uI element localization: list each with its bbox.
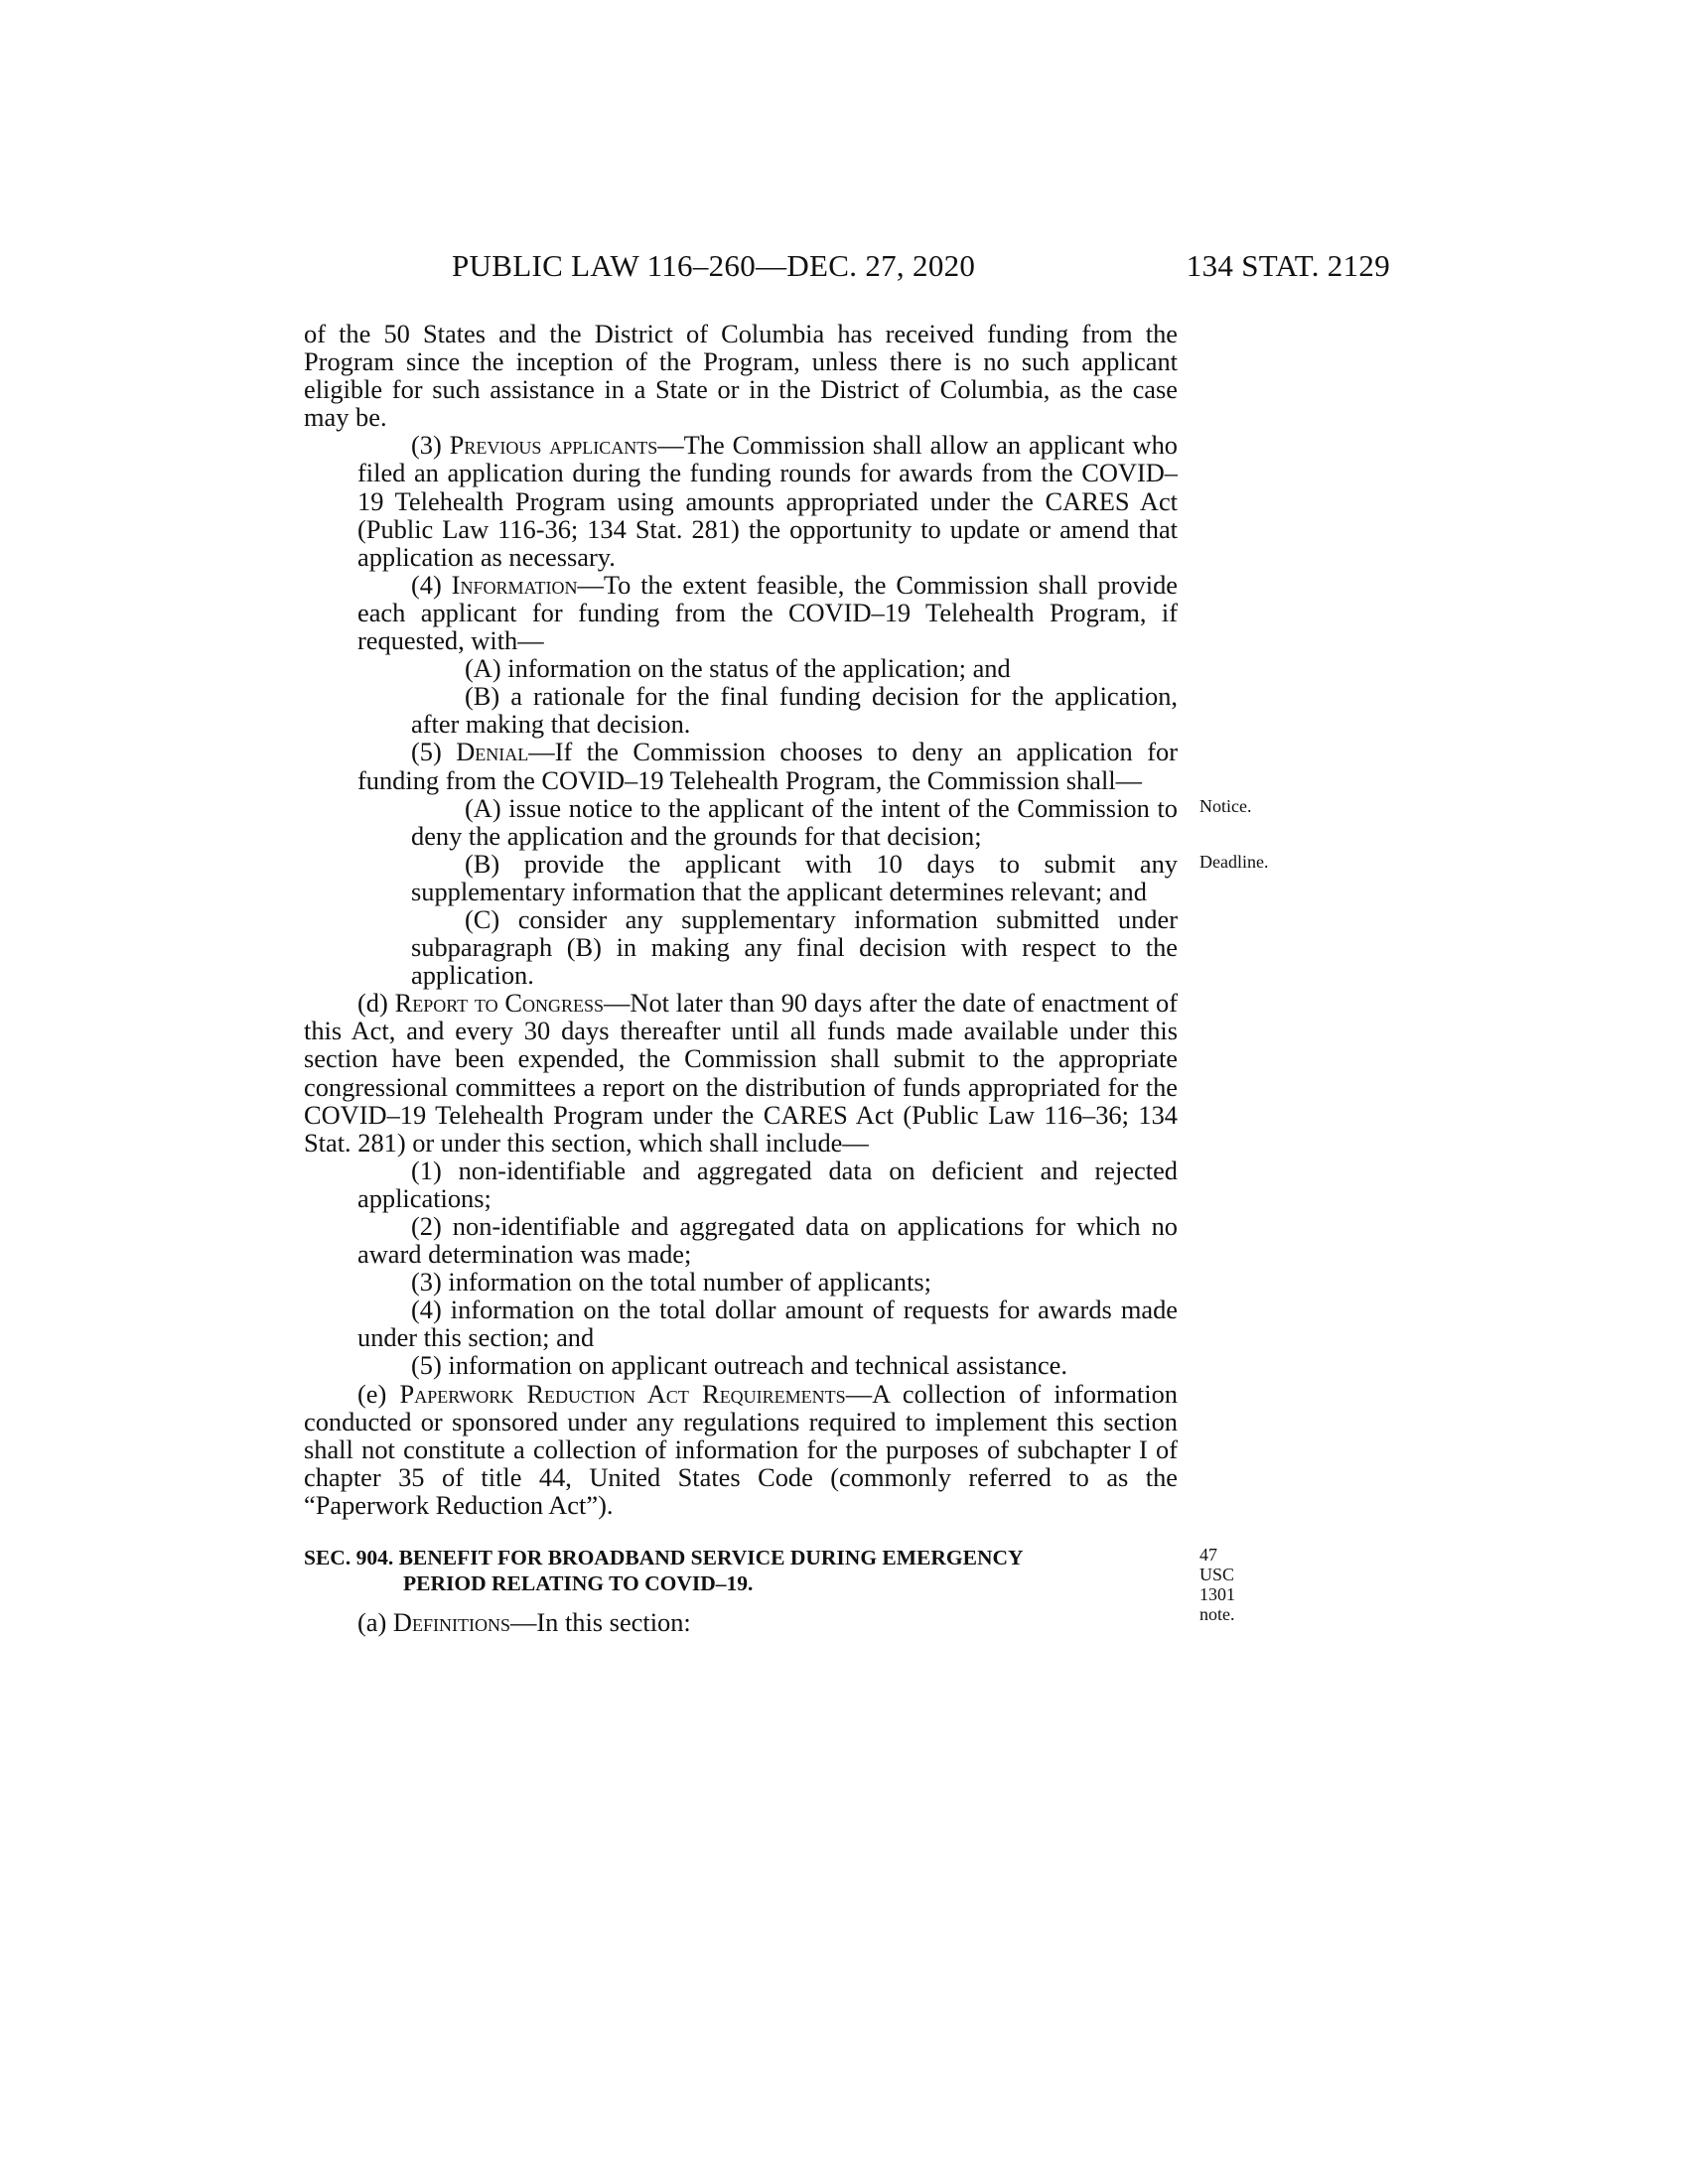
section-heading-line1: SEC. 904. BENEFIT FOR BROADBAND SERVICE DURING EMERGENCY	[304, 1546, 1024, 1570]
report-item-4: (4) information on the total dollar amount of requests for awards made under this section; and	[357, 1295, 1178, 1353]
heading-definitions: Definitions	[392, 1607, 510, 1638]
heading-paperwork-reduction: Paperwork Reduction Act Requirements	[399, 1378, 846, 1409]
header-law-date: PUBLIC LAW 116–260—DEC. 27, 2020	[452, 248, 976, 283]
subparagraph-a-status: (A) information on the status of the application; and	[465, 653, 1011, 684]
subparagraph-c-consider: (C) consider any supplementary information submitted under subparagraph (B) in making any final decision with respect to the application.	[411, 903, 1178, 991]
header-stat-page: 134 STAT. 2129	[1186, 248, 1390, 283]
paragraph-continuation: of the 50 States and the District of Columbia has received funding from the Program since the inception of the Program, unless there is no such applicant eligible for such assistance in a State or in the District of Columbia, as the case may be.	[304, 319, 1178, 433]
paragraph-information: (4) Information—To the extent feasible, the Commission shall provide each applicant for funding from the COVID–19 Telehealth Program, if requested, with—	[357, 569, 1178, 656]
margin-note-deadline: Deadline.	[1199, 851, 1269, 872]
subparagraph-a-notice: (A) issue notice to the applicant of the intent of the Commission to deny the application and the grounds for that decision; Notice.	[411, 792, 1252, 851]
subparagraph-b-deadline: (B) provide the applicant with 10 days to submit any supplementary information that the applicant determines relevant; and Deadline.	[411, 848, 1269, 906]
paragraph-denial: (5) Denial—If the Commission chooses to deny an application for funding from the COVID–19 Telehealth Program, the Commission shall—	[357, 737, 1178, 795]
paragraph-paperwork-reduction: (e) Paperwork Reduction Act Requirements—A collection of information conducted or sponsored under any regulations required to implement this section shall not constitute a collection of information for the purposes of subchapter I of chapter 35 of title 44, United States Code (commonly referred to as the “Paperwork Reduction Act”).	[304, 1378, 1178, 1520]
heading-previous-applicants: Previous applicants	[449, 430, 658, 461]
paragraph-definitions: (a) Definitions—In this section:	[357, 1607, 691, 1638]
page-body	[304, 319, 1269, 1638]
report-item-2: (2) non-identifiable and aggregated data on applications for which no award determination was made;	[357, 1211, 1178, 1270]
section-heading-line2: PERIOD RELATING TO COVID–19.	[403, 1571, 754, 1596]
subparagraph-b-rationale: (B) a rationale for the final funding decision for the application, after making that decision.	[411, 681, 1178, 740]
heading-information: Information	[451, 569, 578, 600]
heading-denial: Denial	[456, 737, 529, 767]
heading-report-to-congress: Report to Congress	[394, 988, 605, 1019]
report-item-3: (3) information on the total number of applicants;	[411, 1267, 932, 1297]
paragraph-previous-applicants: (3) Previous applicants—The Commission shall allow an applicant who filed an application during the funding rounds for awards from the COVID–19 Telehealth Program using amounts appropriated under the CARES Act (Public Law 116-36; 134 Stat. 281) the opportunity to update or amend that application as necessary.	[357, 430, 1178, 572]
report-item-1: (1) non-identifiable and aggregated data on deficient and rejected applications;	[357, 1155, 1178, 1213]
page-header	[298, 248, 1390, 288]
margin-note-notice: Notice.	[1199, 795, 1252, 816]
paragraph-report-to-congress: (d) Report to Congress—Not later than 90 days after the date of enactment of this Act, and every 30 days thereafter until all funds made available under this section have been expended, the Commission shall submit to the appropriate congressional committees a report on the distribution of funds appropriated for the COVID–19 Telehealth Program under the CARES Act (Public Law 116–36; 134 Stat. 281) or under this section, which shall include—	[304, 988, 1179, 1158]
margin-note-usc: 47 USC 1301 note.	[1199, 1545, 1235, 1625]
report-item-5: (5) information on applicant outreach and technical assistance.	[411, 1350, 1067, 1381]
